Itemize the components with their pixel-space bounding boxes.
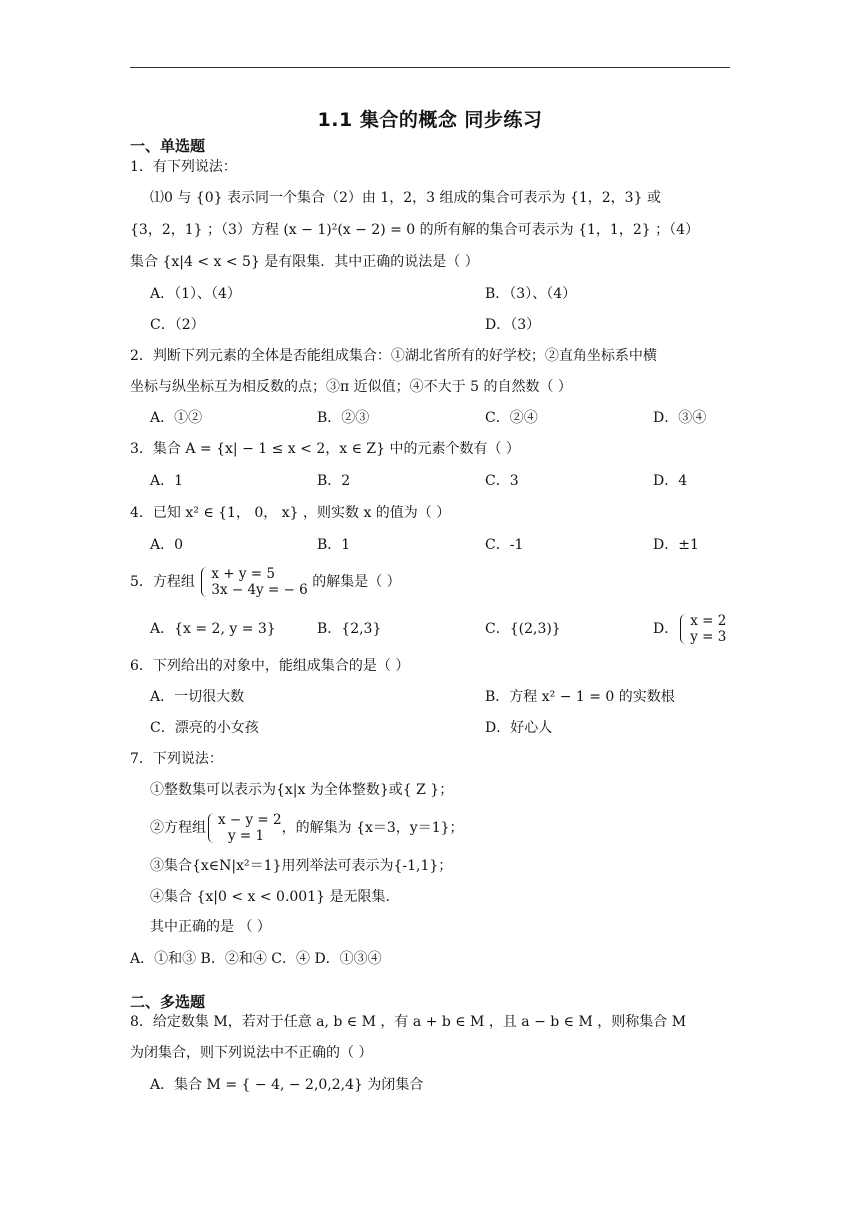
q6-option-a: A．一切很大数 [150, 689, 245, 705]
q1-stem: 1．有下列说法： [130, 159, 237, 175]
q1-option-b: B．（3）、（4） [485, 286, 577, 302]
q5-option-d-label: D． [653, 621, 679, 637]
q2-line2: 坐标与纵坐标互为相反数的点；③π 近似值；④不大于 5 的自然数（ ） [130, 379, 572, 395]
q7-s2-eq1: x − y = 2 [218, 812, 282, 828]
q1-option-d: D．（3） [485, 317, 541, 333]
q6-option-b: B．方程 x² − 1 = 0 的实数根 [485, 689, 675, 705]
q5-option-b: B．{2,3} [317, 621, 382, 637]
header-rule [130, 67, 730, 68]
q7-s2-prefix: ②方程组 [150, 820, 206, 836]
q5-option-a: A．{x = 2, y = 3} [150, 621, 276, 637]
section-single-choice: 一、单选题 [130, 137, 206, 155]
q5-suffix: 的解集是（ ） [312, 574, 401, 590]
q5-option-d [653, 611, 726, 647]
q5-eq1: x + y = 5 [211, 566, 275, 582]
q2-line1: 2．判断下列元素的全体是否能组成集合：①湖北省所有的好学校；②直角坐标系中横 [130, 348, 657, 364]
q7-choices: A．①和③ B．②和④ C．④ D．①③④ [130, 951, 382, 967]
q4-line1: 4．已知 x² ∈ {1， 0， x} ，则实数 x 的值为（ ） [130, 505, 451, 521]
q1-line1: ⑴0 与 {0} 表示同一个集合（2）由 1，2，3 组成的集合可表示为 {1，2，3} 或 [150, 190, 661, 206]
q4-option-a: A．0 [150, 537, 184, 553]
page-title: 1.1 集合的概念 同步练习 [317, 109, 543, 131]
q5-option-d-eq1: x = 2 [690, 613, 727, 629]
q7-ask: 其中正确的是 （ ） [150, 919, 271, 935]
q7-statement-4: ④集合 {x|0 < x < 0.001} 是无限集. [150, 889, 390, 905]
q2-option-d: D．③④ [653, 410, 707, 426]
q3-option-b: B．2 [317, 473, 351, 489]
q5-equation-system [199, 566, 307, 598]
q7-statement-1: ①整数集可以表示为{x|x 为全体整数}或{ Z }； [150, 782, 454, 798]
q1-option-c: C．（2） [150, 317, 205, 333]
q5-option-d-system [678, 613, 726, 645]
q7-statement-2 [150, 810, 464, 846]
q5-line1 [130, 564, 401, 600]
q5-eq2: 3x − 4y = − 6 [211, 582, 308, 598]
q6-line1: 6．下列给出的对象中，能组成集合的是（ ） [130, 658, 410, 674]
q7-stem: 7．下列说法： [130, 751, 223, 767]
q4-option-b: B．1 [317, 537, 351, 553]
q3-option-d: D．4 [653, 473, 688, 489]
q7-s2-eq2: y = 1 [228, 828, 265, 844]
q7-s2-system [206, 812, 282, 844]
section-multi-choice: 二、多选题 [130, 993, 206, 1011]
q2-option-c: C．②④ [485, 410, 538, 426]
q6-option-c: C．漂亮的小女孩 [150, 720, 259, 736]
q8-line2: 为闭集合，则下列说法中不正确的（ ） [130, 1045, 373, 1061]
q3-option-a: A．1 [150, 473, 184, 489]
q7-statement-3: ③集合{x∈N|x²＝1}用列举法可表示为{-1,1}； [150, 858, 453, 874]
q3-line1: 3．集合 A = {x| − 1 ≤ x < 2，x ∈ Z} 中的元素个数有（ ） [130, 441, 520, 457]
q8-line1: 8．给定数集 M，若对于任意 a, b ∈ M ，有 a + b ∈ M ，且 a − b ∈ M ，则称集合 M [130, 1014, 687, 1030]
q6-option-d: D．好心人 [485, 720, 553, 736]
q1-line3: 集合 {x|4 < x < 5} 是有限集．其中正确的说法是（ ） [130, 254, 479, 270]
q3-option-c: C．3 [485, 473, 519, 489]
q1-option-a: A．（1）、（4） [150, 286, 241, 302]
q4-option-c: C．-1 [485, 537, 524, 553]
q7-s2-suffix: ，的解集为 {x＝3，y＝1}； [281, 820, 464, 836]
q5-option-c: C．{(2,3)} [485, 621, 561, 637]
q5-option-d-eq2: y = 3 [690, 629, 727, 645]
q2-option-a: A．①② [150, 410, 203, 426]
q2-option-b: B．②③ [317, 410, 370, 426]
q8-option-a: A．集合 M = { − 4, − 2,0,2,4} 为闭集合 [150, 1077, 424, 1093]
q5-prefix: 5．方程组 [130, 574, 195, 590]
q4-option-d: D．±1 [653, 537, 699, 553]
q1-line2: {3，2，1} ；（3）方程 (x − 1)²(x − 2) = 0 的所有解的集合可表示为 {1，1，2} ；（4） [130, 222, 700, 238]
